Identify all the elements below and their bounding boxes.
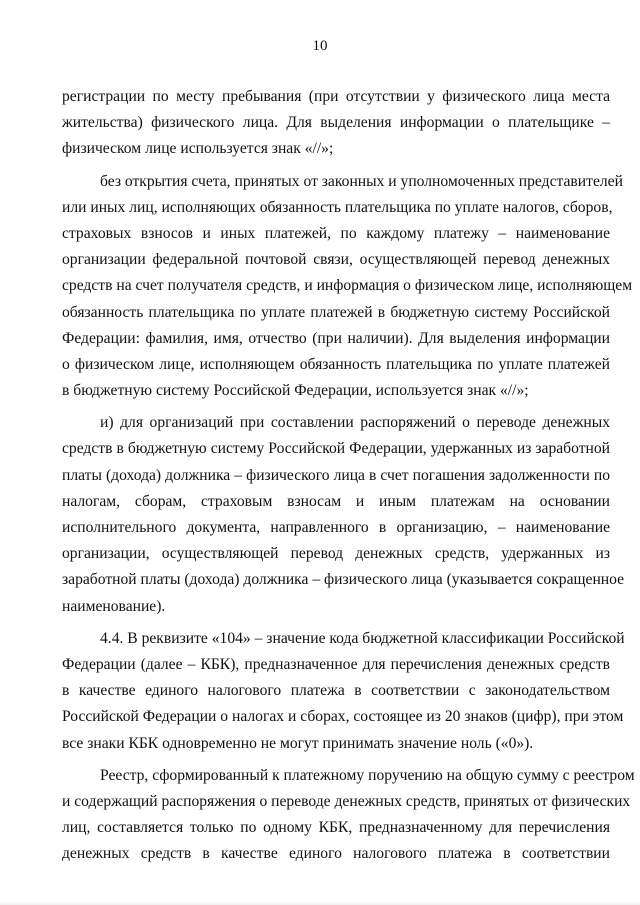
text-line: в качестве единого налогового платежа в соответствии с законодательством <box>62 682 610 700</box>
text-line: средств в бюджетную систему Российской Федерации, удержанных из заработной <box>62 440 610 458</box>
text-line: налогам, сборам, страховым взносам и иным платежам на основании <box>62 492 610 510</box>
text-line: исполнительного документа, направленного в организацию, – наименование <box>62 519 610 536</box>
scan-edge <box>0 901 640 905</box>
text-line: физическом лице используется знак «//»; <box>62 140 334 158</box>
text-line: лиц, составляется только по одному КБК, предназначенному для перечисления <box>62 819 610 837</box>
text-line: Федерации: фамилия, имя, отчество (при наличии). Для выделения информации <box>62 329 610 347</box>
text-line: или иных лиц, исполняющих обязанность плательщика по уплате налогов, сборов, <box>62 198 613 216</box>
page-number: 10 <box>312 38 328 54</box>
text-line: 4.4. В реквизите «104» – значение кода бюджетной классификации Российской <box>100 629 625 647</box>
text-line: страховых взносов и иных платежей, по каждому платежу – наименование <box>62 224 610 242</box>
text-line: денежных средств в качестве единого налогового платежа в соответствии <box>62 845 610 863</box>
text-line: обязанность плательщика по уплате платежей в бюджетную систему Российской <box>62 303 610 321</box>
text-line: без открытия счета, принятых от законных и уполномоченных представителей <box>100 172 623 190</box>
text-line: платы (дохода) должника – физического лица в счет погашения задолженности по <box>62 466 610 484</box>
text-line: и содержащий распоряжения о переводе денежных средств, принятых от физических <box>62 792 631 810</box>
text-line: Федерации (далее – КБК), предназначенное для перечисления денежных средств <box>62 655 610 673</box>
text-line: все знаки КБК одновременно не могут принимать значение ноль («0»). <box>62 734 534 752</box>
text-line: о физическом лице, исполняющем обязанность плательщика по уплате платежей <box>62 355 610 373</box>
text-line: средств на счет получателя средств, и информация о физическом лице, исполняющем <box>62 277 633 295</box>
text-line: Российской Федерации о налогах и сборах, состоящее из 20 знаков (цифр), при этом <box>62 708 624 726</box>
document-body <box>62 84 635 867</box>
text-line: заработной платы (дохода) должника – физического лица (указывается сокращенное <box>62 571 625 589</box>
text-line: регистрации по месту пребывания (при отсутствии у физического лица места <box>62 88 610 105</box>
text-line: жительства) физического лица. Для выделения информации о плательщике – <box>62 114 610 132</box>
text-line: в бюджетную систему Российской Федерации, используется знак «//»; <box>62 382 529 400</box>
text-line: наименование). <box>62 597 166 615</box>
text-line: и) для организаций при составлении распоряжений о переводе денежных <box>100 414 610 432</box>
text-line: Реестр, сформированный к платежному поручению на общую сумму с реестром <box>100 766 635 784</box>
text-line: организации федеральной почтовой связи, осуществляющей перевод денежных <box>62 251 610 269</box>
text-line: организации, осуществляющей перевод денежных средств, удержанных из <box>62 545 610 563</box>
